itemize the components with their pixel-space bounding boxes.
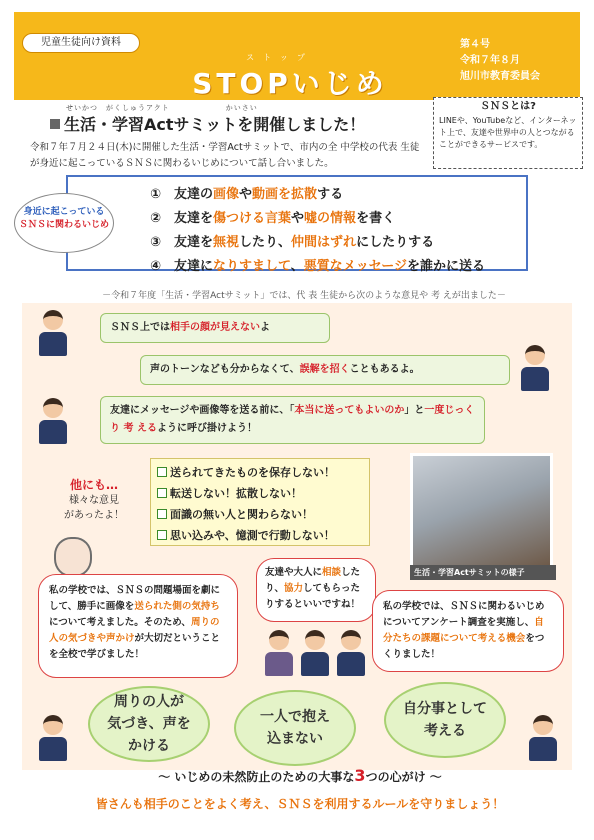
student-icon <box>38 715 68 761</box>
list-number: ① <box>150 187 162 202</box>
bubble-highlight: 周りの人の気づきや声かけ <box>49 617 220 644</box>
pledge-item <box>157 525 363 546</box>
list-item <box>150 207 395 226</box>
points-number: 3 <box>354 766 366 785</box>
pledge-text: 思い込みや、憶測で行動しない！ <box>170 529 335 542</box>
bubble-highlight: 本当に送ってもよいのか <box>294 405 405 416</box>
photo-caption: 生活・学習Actサミットの様子 <box>410 565 556 580</box>
opinion-bubble <box>100 313 330 343</box>
list-text: や <box>291 211 305 226</box>
side-label-line2: ＳＮＳに関わるいじめ <box>18 220 109 230</box>
oval-text: 自分事として <box>403 701 487 717</box>
bubble-text: 私の学校では、ＳＮＳに関わるいじめについてアンケート調査を実施し、 <box>383 601 545 628</box>
opinion-bubble <box>140 355 510 385</box>
oval-text: かける <box>128 738 170 754</box>
checkbox-icon <box>157 467 167 477</box>
bubble-highlight: 相談 <box>322 567 342 578</box>
key-point-1 <box>88 686 210 762</box>
others-title: 他にも… <box>69 478 118 492</box>
list-text: 友達の <box>174 187 214 202</box>
summit-body: 令和７年７月２４日(木)に開催した生活・学習Actサミットで、市内の全 中学校の代表 生徒が身近に起こっているＳＮＳに関わるいじめについて話し合いました。 <box>30 142 420 169</box>
bubble-text: 声のトーンなども分からなくて、 <box>150 364 300 375</box>
pledge-item <box>157 504 363 525</box>
square-bullet-icon <box>50 119 60 129</box>
student-icon <box>300 630 330 676</box>
sns-bullying-label <box>14 193 114 253</box>
others-line2: があったよ！ <box>64 510 124 521</box>
bubble-text: よ <box>260 322 270 333</box>
checkbox-icon <box>157 488 167 498</box>
list-text: を誰かに送る <box>407 259 486 274</box>
list-item <box>150 255 485 274</box>
bubble-text: 」と <box>404 405 425 416</box>
list-text: 友達に <box>174 259 214 274</box>
page-title: STOPいじめ <box>192 67 388 100</box>
mascot-icon <box>54 537 92 577</box>
list-number: ② <box>150 211 162 226</box>
pledge-item <box>157 483 363 504</box>
pledge-box <box>150 458 370 546</box>
list-text: する <box>317 187 344 202</box>
bubble-text: ように呼び掛けよう！ <box>156 423 257 434</box>
bubble-text: について考えました。そのため、 <box>49 617 191 628</box>
list-highlight: なりすまして <box>213 259 291 274</box>
bubble-highlight: 自分たちの課題について考える機会 <box>383 617 544 644</box>
list-highlight: 仲間はずれ <box>291 235 357 250</box>
bubble-text: こともあるよ。 <box>349 364 420 375</box>
bubble-text: をつくりました！ <box>383 633 545 660</box>
list-text: にしたりする <box>356 235 435 250</box>
student-icon <box>336 630 366 676</box>
list-highlight: 無視 <box>213 235 240 250</box>
bubble-text: 友達や大人に <box>265 567 323 578</box>
student-icon <box>520 345 550 391</box>
student-icon <box>528 715 558 761</box>
bubble-highlight: 誤解を招く <box>299 364 350 375</box>
issue-number: 第４号 <box>460 39 490 50</box>
pledge-text: 転送しない！拡散しない！ <box>170 487 302 500</box>
list-highlight: 嘘の情報 <box>304 211 357 226</box>
list-highlight: 画像 <box>213 187 240 202</box>
oval-text: 一人で抱え <box>260 709 330 725</box>
summit-ruby: せいかつ がくしゅうアクト かいさい <box>66 104 258 112</box>
sns-title: ＳＮＳとは? <box>480 101 536 112</box>
side-label-line1: 身近に起こっている <box>23 207 105 217</box>
bubble-text: ＳＮＳ上では <box>110 322 170 333</box>
checkbox-icon <box>157 530 167 540</box>
bubble-text: したり、 <box>265 567 361 594</box>
sns-definition-box <box>433 97 583 169</box>
list-item <box>150 231 434 250</box>
audience-badge: 児童生徒向け資料 <box>22 33 140 53</box>
bubble-highlight: 協力 <box>284 583 304 594</box>
sns-body: LINEや、YouTubeなど、インターネット上で、友達や世界中の人とつながることができるサービスです。 <box>439 116 577 149</box>
pledge-item <box>157 462 363 483</box>
school-comment-2 <box>372 590 564 672</box>
list-item <box>150 183 343 202</box>
pledge-text: 送られてきたものを保存しない！ <box>170 466 335 479</box>
oval-text: 周りの人が <box>114 694 184 710</box>
others-line1: 様々な意見 <box>69 495 119 506</box>
list-text: 友達を <box>174 211 214 226</box>
others-note <box>44 478 144 523</box>
list-text: を書く <box>356 211 396 226</box>
key-point-2 <box>234 690 356 766</box>
bubble-highlight: 相手の顔が見えない <box>170 322 260 333</box>
pledge-text: 面識の無い人と関わらない！ <box>170 508 313 521</box>
bubble-text: してもらったりするといいですね！ <box>265 583 361 610</box>
list-text: 友達を <box>174 235 214 250</box>
points-text: ～ いじめの未然防止のための大事な <box>158 770 355 784</box>
summit-headline-text: 生活・学習Actサミットを開催しました！ <box>64 115 366 134</box>
issue-date: 令和７年８月 <box>460 55 520 66</box>
bubble-text: が大切だということを全校で学びました！ <box>49 633 221 660</box>
key-point-3 <box>384 682 506 758</box>
bubble-highlight: 送られた側の気持ち <box>134 601 220 612</box>
publisher: 旭川市教育委員会 <box>460 71 540 82</box>
checkbox-icon <box>157 509 167 519</box>
oval-text: 込まない <box>267 731 323 747</box>
points-text: つの心がけ ～ <box>365 770 442 784</box>
list-highlight: 傷つける言葉 <box>213 211 292 226</box>
bubble-text: 友達にメッセージや画像等を送る前に、「 <box>110 405 295 416</box>
student-icon <box>38 310 68 356</box>
oval-text: 気づき、声を <box>107 716 191 732</box>
summit-photo <box>410 453 553 571</box>
school-comment-1 <box>38 574 238 678</box>
bubble-text: 私の学校では、ＳＮＳの問題場面を劇にして、勝手に画像を <box>49 585 221 612</box>
bubble-highlight: 一度じっくり 考 える <box>110 405 475 434</box>
adult-comment <box>256 558 376 622</box>
closing-message: 皆さんも相手のことをよく考え、ＳＮＳを利用するルールを守りましょう！ <box>95 797 505 811</box>
list-text: や <box>239 187 253 202</box>
list-text: 、 <box>290 259 304 274</box>
three-points-title <box>70 766 530 785</box>
teacher-icon <box>264 630 294 676</box>
opinions-caption: －令和７年度「生活・学習Actサミット」では、代 表 生徒から次のような意見や 考 えが出ました－ <box>102 291 506 301</box>
opinion-bubble <box>100 396 485 444</box>
title-ruby: ストップ <box>246 53 314 62</box>
list-text: したり、 <box>239 235 292 250</box>
list-highlight: 動画を拡散 <box>252 187 318 202</box>
list-number: ③ <box>150 235 162 250</box>
list-highlight: 悪質なメッセージ <box>303 259 408 274</box>
list-number: ④ <box>150 259 162 274</box>
student-icon <box>38 398 68 444</box>
issue-info <box>460 37 540 85</box>
oval-text: 考える <box>424 723 466 739</box>
summit-headline <box>50 112 365 135</box>
